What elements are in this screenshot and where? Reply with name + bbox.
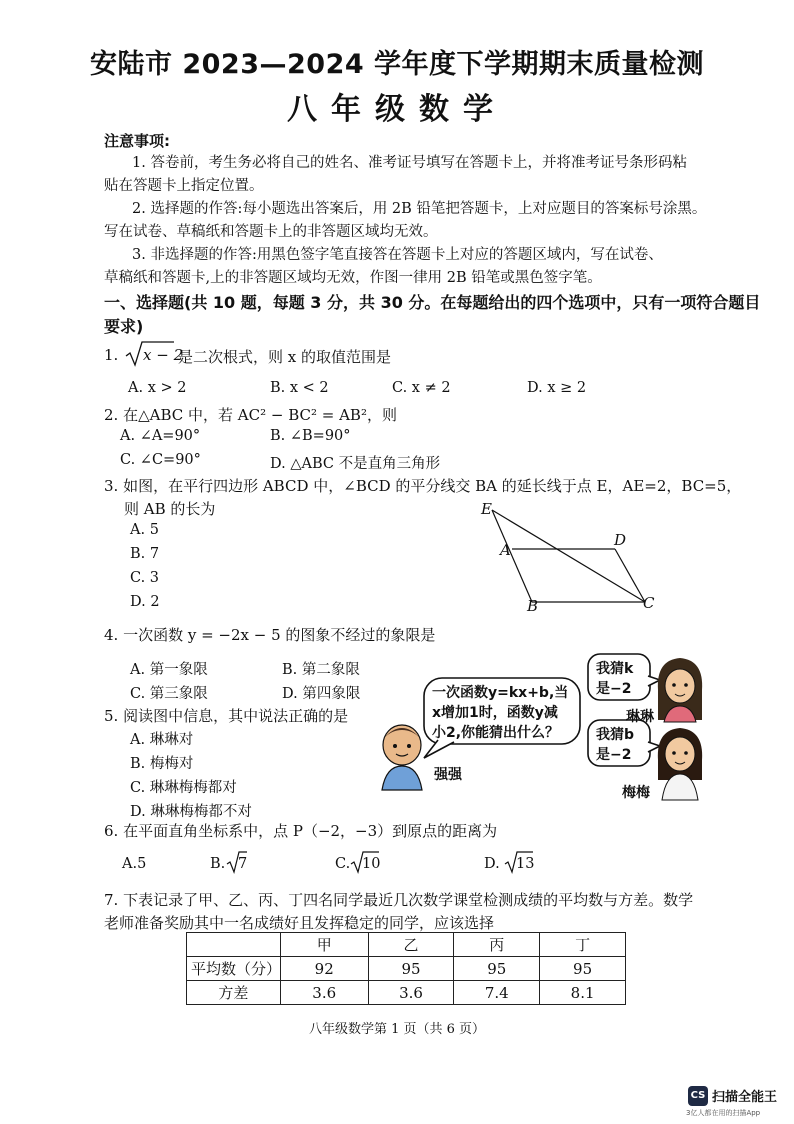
- q2-option-d: D. △ABC 不是直角三角形: [270, 456, 441, 472]
- girl-linlin-figure: [658, 658, 702, 722]
- q5-option-c: C. 琳琳梅梅都对: [130, 780, 237, 796]
- table-row: [187, 981, 626, 1005]
- table-cell: 95: [368, 957, 454, 981]
- table-cell: 平均数（分）: [187, 957, 281, 981]
- q4-option-a: A. 第一象限: [130, 662, 208, 678]
- q6-stem: 6. 在平面直角坐标系中，点 P（−2，−3）到原点的距离为: [104, 822, 498, 840]
- table-header-cell: 丁: [540, 933, 626, 957]
- q1-option-a: A. x > 2: [128, 380, 187, 396]
- q7-stem-a: 7. 下表记录了甲、乙、丙、丁四名同学最近几次数学课堂检测成绩的平均数与方差。数学: [104, 891, 694, 909]
- q6-option-b-prefix: B.: [210, 856, 226, 872]
- q5-option-a: A. 琳琳对: [130, 732, 194, 748]
- extension-line-eb: [492, 510, 532, 602]
- q5-option-d: D. 琳琳梅梅都不对: [130, 804, 252, 820]
- name-linlin: 琳琳: [626, 709, 654, 725]
- section-heading-a: 一、选择题(共 10 题，每题 3 分，共 30 分。在每题给出的四个选项中，只有一项符合题目: [104, 293, 761, 312]
- section-heading-b: 要求): [104, 317, 144, 336]
- table-cell: 3.6: [368, 981, 454, 1005]
- q4-stem: 4. 一次函数 y = −2x − 5 的图象不经过的象限是: [104, 626, 436, 644]
- q1-number: 1.: [104, 346, 119, 364]
- q3-option-b: B. 7: [130, 546, 160, 562]
- table-header-row: [187, 933, 626, 957]
- point-e-label: E: [481, 500, 492, 518]
- table-row: [187, 957, 626, 981]
- bubble-b-line-1: 我猜b: [596, 727, 635, 743]
- page-footer: 八年级数学第 1 页（共 6 页）: [308, 1022, 486, 1037]
- watermark-name: 扫描全能王: [712, 1090, 778, 1105]
- q3-option-c: C. 3: [130, 570, 160, 586]
- girl-meimei-figure: [658, 728, 702, 800]
- q7-stem-b: 老师准备奖励其中一名成绩好且发挥稳定的同学，应该选择: [104, 914, 495, 932]
- table-cell: 7.4: [454, 981, 540, 1005]
- notice-item-3b: 草稿纸和答题卡,上的非答题区域均无效，作图一律用 2B 铅笔或黑色签字笔。: [104, 270, 602, 286]
- q2-option-a: A. ∠A=90°: [120, 428, 201, 444]
- bubble-main-line-2: x增加1时，函数y减: [432, 705, 558, 721]
- q3-option-d: D. 2: [130, 594, 160, 610]
- watermark-subtitle: 3亿人都在用的扫描App: [686, 1109, 761, 1117]
- table-header-cell: 乙: [368, 933, 454, 957]
- q4-option-d: D. 第四象限: [282, 686, 361, 702]
- q2-option-b: B. ∠B=90°: [270, 428, 351, 444]
- notice-item-1b: 贴在答题卡上指定位置。: [104, 178, 264, 194]
- bubble-main-line-3: 小2,你能猜出什么？: [432, 725, 560, 741]
- table-cell: 8.1: [540, 981, 626, 1005]
- q2-stem: 2. 在△ABC 中，若 AC² − BC² = AB²，则: [104, 406, 397, 424]
- notice-item-2a: 2. 选择题的作答:每小题选出答案后，用 2B 铅笔把答题卡，上对应题目的答案标号涂黑。: [132, 201, 707, 217]
- notice-heading: 注意事项:: [104, 132, 170, 150]
- table-cell: 3.6: [280, 981, 368, 1005]
- q6-option-b-value: 7: [238, 856, 248, 872]
- camscanner-logo-icon: CS: [688, 1086, 708, 1106]
- name-qiangqiang: 强强: [434, 767, 462, 783]
- q1-option-c: C. x ≠ 2: [392, 380, 451, 396]
- q6-option-c-value: 10: [362, 856, 381, 872]
- q2-option-c: C. ∠C=90°: [120, 452, 201, 468]
- point-a-label: A: [500, 541, 511, 559]
- point-b-label: B: [527, 597, 539, 615]
- q1-radicand: x − 2: [143, 346, 184, 364]
- q3-option-a: A. 5: [130, 522, 159, 538]
- bubble-b-line-2: 是−2: [596, 747, 632, 763]
- q4-option-b: B. 第二象限: [282, 662, 360, 678]
- q5-option-b: B. 梅梅对: [130, 756, 194, 772]
- q6-option-d-prefix: D.: [484, 856, 500, 872]
- bubble-k-line-2: 是−2: [596, 681, 632, 697]
- q6-option-a: A.5: [122, 856, 147, 872]
- q6-option-d-value: 13: [516, 856, 535, 872]
- table-header-cell: 丙: [454, 933, 540, 957]
- table-header-cell: [187, 933, 281, 957]
- bisector-line-ec: [492, 510, 645, 602]
- table-cell: 92: [280, 957, 368, 981]
- bubble-main-line-1: 一次函数y=kx+b,当: [432, 685, 569, 701]
- notice-item-2b: 写在试卷、草稿纸和答题卡上的非答题区域均无效。: [104, 224, 438, 240]
- scores-table: [186, 932, 626, 1005]
- table-cell: 方差: [187, 981, 281, 1005]
- notice-item-1a: 1. 答卷前，考生务必将自己的姓名、准考证号填写在答题卡上，并将准考证号条形码粘: [132, 155, 687, 171]
- boy-figure: [382, 725, 422, 790]
- q3-stem-b: 则 AB 的长为: [124, 500, 216, 518]
- q1-stem: 是二次根式，则 x 的取值范围是: [178, 348, 391, 366]
- table-cell: 95: [540, 957, 626, 981]
- table-cell: 95: [454, 957, 540, 981]
- q3-stem-a: 3. 如图，在平行四边形 ABCD 中，∠BCD 的平分线交 BA 的延长线于点 E，AE=2，BC=5，: [104, 477, 742, 495]
- q6-option-c-prefix: C.: [335, 856, 351, 872]
- q4-option-c: C. 第三象限: [130, 686, 208, 702]
- q1-option-b: B. x < 2: [270, 380, 329, 396]
- table-header-cell: 甲: [280, 933, 368, 957]
- side-dc: [615, 549, 645, 602]
- name-meimei: 梅梅: [622, 785, 650, 801]
- bubble-k-line-1: 我猜k: [596, 661, 634, 677]
- point-c-label: C: [643, 594, 655, 612]
- exam-subject: 八年级数学: [287, 92, 507, 127]
- exam-title: 安陆市 2023—2024 学年度下学期期末质量检测: [89, 49, 705, 80]
- notice-item-3a: 3. 非选择题的作答:用黑色签字笔直接答在答题卡上对应的答题区域内，写在试卷、: [132, 247, 663, 263]
- point-d-label: D: [614, 531, 627, 549]
- q5-stem: 5. 阅读图中信息，其中说法正确的是: [104, 707, 349, 725]
- q1-option-d: D. x ≥ 2: [527, 380, 587, 396]
